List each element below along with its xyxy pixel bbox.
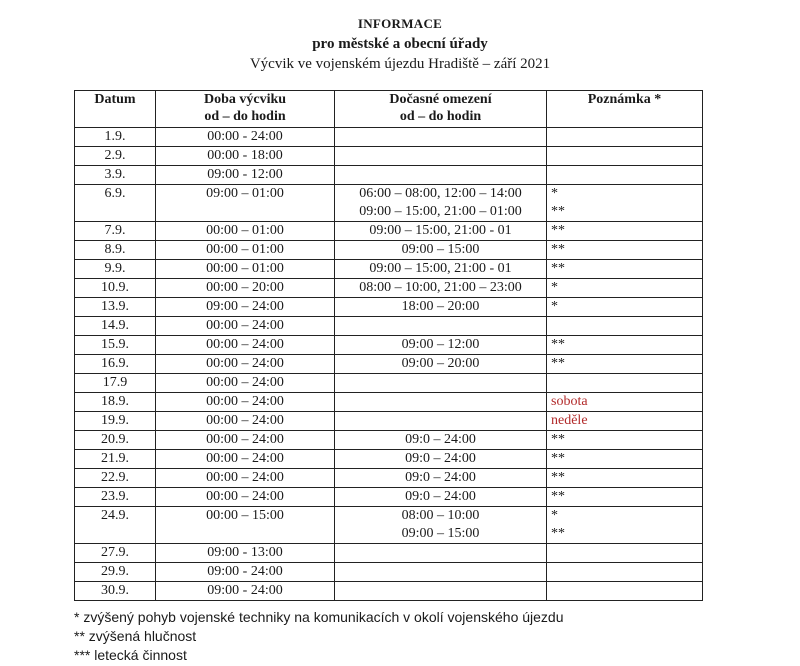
cell-doba-vycviku: 00:00 – 24:00 bbox=[156, 355, 335, 374]
cell-doba-vycviku: 09:00 - 24:00 bbox=[156, 582, 335, 601]
cell-doba-vycviku: 00:00 – 24:00 bbox=[156, 317, 335, 336]
column-header-omezeni-line2: od – do hodin bbox=[399, 109, 482, 124]
table-row bbox=[75, 450, 703, 469]
cell-poznamka bbox=[547, 412, 703, 431]
poznamka-line: neděle bbox=[551, 413, 588, 428]
cell-poznamka bbox=[547, 166, 703, 185]
cell-datum: 16.9. bbox=[75, 355, 156, 374]
poznamka-line: ** bbox=[551, 432, 565, 447]
cell-doba-vycviku: 09:00 - 24:00 bbox=[156, 563, 335, 582]
column-header-omezeni-line1: Dočasné omezení bbox=[389, 92, 492, 107]
omezeni-line: 09:00 – 15:00 bbox=[401, 242, 480, 257]
column-header-omezeni bbox=[335, 91, 547, 128]
cell-poznamka bbox=[547, 450, 703, 469]
footnote-3: *** letecká činnost bbox=[74, 647, 187, 663]
cell-poznamka bbox=[547, 355, 703, 374]
poznamka-line: * bbox=[551, 186, 558, 201]
cell-docasne-omezeni bbox=[335, 241, 547, 260]
poznamka-line: ** bbox=[551, 204, 565, 219]
cell-doba-vycviku: 09:00 - 12:00 bbox=[156, 166, 335, 185]
table-row bbox=[75, 241, 703, 260]
table-row bbox=[75, 412, 703, 431]
cell-datum: 27.9. bbox=[75, 544, 156, 563]
cell-doba-vycviku: 00:00 – 24:00 bbox=[156, 374, 335, 393]
cell-datum: 3.9. bbox=[75, 166, 156, 185]
cell-doba-vycviku: 00:00 – 24:00 bbox=[156, 488, 335, 507]
cell-poznamka bbox=[547, 222, 703, 241]
poznamka-line: ** bbox=[551, 261, 565, 276]
cell-docasne-omezeni bbox=[335, 336, 547, 355]
cell-docasne-omezeni bbox=[335, 147, 547, 166]
table-row bbox=[75, 147, 703, 166]
cell-poznamka bbox=[547, 544, 703, 563]
cell-docasne-omezeni bbox=[335, 355, 547, 374]
poznamka-line: ** bbox=[551, 526, 565, 541]
table-row bbox=[75, 185, 703, 222]
cell-poznamka bbox=[547, 147, 703, 166]
cell-docasne-omezeni bbox=[335, 563, 547, 582]
table-row bbox=[75, 355, 703, 374]
doc-description: Výcvik ve vojenském újezdu Hradiště – září 2021 bbox=[249, 56, 551, 72]
cell-doba-vycviku: 09:00 - 13:00 bbox=[156, 544, 335, 563]
cell-doba-vycviku: 00:00 - 24:00 bbox=[156, 128, 335, 147]
poznamka-line: * bbox=[551, 280, 558, 295]
cell-datum: 10.9. bbox=[75, 279, 156, 298]
omezeni-line: 09:00 – 12:00 bbox=[401, 337, 480, 352]
omezeni-line: 09:0 – 24:00 bbox=[405, 451, 476, 466]
cell-doba-vycviku: 00:00 - 18:00 bbox=[156, 147, 335, 166]
cell-datum: 30.9. bbox=[75, 582, 156, 601]
doc-title: INFORMACE bbox=[357, 16, 443, 31]
cell-doba-vycviku: 00:00 – 24:00 bbox=[156, 412, 335, 431]
table-body bbox=[75, 128, 703, 601]
cell-docasne-omezeni bbox=[335, 298, 547, 317]
cell-docasne-omezeni bbox=[335, 582, 547, 601]
cell-poznamka bbox=[547, 582, 703, 601]
cell-datum: 24.9. bbox=[75, 507, 156, 544]
omezeni-line: 08:00 – 10:00 bbox=[401, 508, 480, 523]
cell-datum: 20.9. bbox=[75, 431, 156, 450]
omezeni-line: 18:00 – 20:00 bbox=[401, 299, 480, 314]
poznamka-line: * bbox=[551, 299, 558, 314]
cell-doba-vycviku: 00:00 – 24:00 bbox=[156, 431, 335, 450]
cell-docasne-omezeni bbox=[335, 222, 547, 241]
cell-poznamka bbox=[547, 393, 703, 412]
cell-doba-vycviku: 00:00 – 01:00 bbox=[156, 222, 335, 241]
cell-doba-vycviku: 00:00 – 24:00 bbox=[156, 336, 335, 355]
cell-doba-vycviku: 00:00 – 20:00 bbox=[156, 279, 335, 298]
column-header-poznamka: Poznámka * bbox=[547, 91, 703, 128]
cell-doba-vycviku: 09:00 – 24:00 bbox=[156, 298, 335, 317]
table-row bbox=[75, 488, 703, 507]
cell-poznamka bbox=[547, 488, 703, 507]
poznamka-line: ** bbox=[551, 337, 565, 352]
table-row bbox=[75, 469, 703, 488]
poznamka-line: ** bbox=[551, 451, 565, 466]
poznamka-line: ** bbox=[551, 223, 565, 238]
table-row bbox=[75, 582, 703, 601]
table-row bbox=[75, 222, 703, 241]
footnote-2: ** zvýšená hlučnost bbox=[74, 628, 197, 644]
cell-doba-vycviku: 00:00 – 24:00 bbox=[156, 393, 335, 412]
column-header-datum: Datum bbox=[75, 91, 156, 128]
table-row bbox=[75, 374, 703, 393]
table-row bbox=[75, 260, 703, 279]
table-row bbox=[75, 128, 703, 147]
poznamka-line: ** bbox=[551, 470, 565, 485]
cell-docasne-omezeni bbox=[335, 374, 547, 393]
cell-datum: 1.9. bbox=[75, 128, 156, 147]
cell-datum: 2.9. bbox=[75, 147, 156, 166]
footnote-1: * zvýšený pohyb vojenské techniky na komunikacích v okolí vojenského újezdu bbox=[74, 609, 564, 625]
table-row bbox=[75, 298, 703, 317]
table-row bbox=[75, 279, 703, 298]
table-row bbox=[75, 431, 703, 450]
cell-docasne-omezeni bbox=[335, 166, 547, 185]
cell-docasne-omezeni bbox=[335, 544, 547, 563]
cell-docasne-omezeni bbox=[335, 317, 547, 336]
cell-datum: 15.9. bbox=[75, 336, 156, 355]
table-row bbox=[75, 544, 703, 563]
table-header-row bbox=[75, 91, 703, 128]
column-header-doba-line1: Doba výcviku bbox=[203, 92, 287, 107]
cell-datum: 14.9. bbox=[75, 317, 156, 336]
cell-poznamka bbox=[547, 298, 703, 317]
cell-datum: 22.9. bbox=[75, 469, 156, 488]
poznamka-line: ** bbox=[551, 356, 565, 371]
cell-poznamka bbox=[547, 469, 703, 488]
table-row bbox=[75, 317, 703, 336]
cell-docasne-omezeni bbox=[335, 488, 547, 507]
table-row bbox=[75, 507, 703, 544]
cell-datum: 29.9. bbox=[75, 563, 156, 582]
poznamka-line: ** bbox=[551, 242, 565, 257]
poznamka-line: * bbox=[551, 508, 558, 523]
cell-poznamka bbox=[547, 563, 703, 582]
cell-docasne-omezeni bbox=[335, 450, 547, 469]
cell-datum: 8.9. bbox=[75, 241, 156, 260]
omezeni-line: 09:00 – 15:00 bbox=[401, 526, 480, 541]
cell-poznamka bbox=[547, 279, 703, 298]
omezeni-line: 09:0 – 24:00 bbox=[405, 432, 476, 447]
cell-datum: 19.9. bbox=[75, 412, 156, 431]
cell-poznamka bbox=[547, 507, 703, 544]
cell-doba-vycviku: 00:00 – 15:00 bbox=[156, 507, 335, 544]
table-row bbox=[75, 166, 703, 185]
cell-doba-vycviku: 09:00 – 01:00 bbox=[156, 185, 335, 222]
omezeni-line: 08:00 – 10:00, 21:00 – 23:00 bbox=[359, 280, 522, 295]
cell-poznamka bbox=[547, 374, 703, 393]
cell-doba-vycviku: 00:00 – 24:00 bbox=[156, 450, 335, 469]
table-row bbox=[75, 563, 703, 582]
cell-datum: 17.9 bbox=[75, 374, 156, 393]
cell-docasne-omezeni bbox=[335, 185, 547, 222]
cell-poznamka bbox=[547, 431, 703, 450]
cell-docasne-omezeni bbox=[335, 507, 547, 544]
cell-docasne-omezeni bbox=[335, 469, 547, 488]
omezeni-line: 09:00 – 15:00, 21:00 - 01 bbox=[369, 261, 512, 276]
doc-subtitle: pro městské a obecní úřady bbox=[312, 36, 488, 52]
cell-docasne-omezeni bbox=[335, 431, 547, 450]
cell-doba-vycviku: 00:00 – 24:00 bbox=[156, 469, 335, 488]
cell-datum: 9.9. bbox=[75, 260, 156, 279]
table-row bbox=[75, 336, 703, 355]
omezeni-line: 09:00 – 15:00, 21:00 – 01:00 bbox=[359, 204, 522, 219]
training-schedule-table bbox=[74, 90, 703, 601]
column-header-doba-line2: od – do hodin bbox=[204, 109, 286, 124]
cell-poznamka bbox=[547, 336, 703, 355]
cell-doba-vycviku: 00:00 – 01:00 bbox=[156, 260, 335, 279]
cell-poznamka bbox=[547, 317, 703, 336]
cell-datum: 6.9. bbox=[75, 185, 156, 222]
poznamka-line: ** bbox=[551, 489, 565, 504]
table-row bbox=[75, 393, 703, 412]
document-header bbox=[0, 14, 800, 74]
cell-datum: 18.9. bbox=[75, 393, 156, 412]
omezeni-line: 06:00 – 08:00, 12:00 – 14:00 bbox=[359, 186, 522, 201]
cell-doba-vycviku: 00:00 – 01:00 bbox=[156, 241, 335, 260]
omezeni-line: 09:0 – 24:00 bbox=[405, 470, 476, 485]
column-header-doba bbox=[156, 91, 335, 128]
cell-poznamka bbox=[547, 128, 703, 147]
cell-datum: 13.9. bbox=[75, 298, 156, 317]
poznamka-line: sobota bbox=[551, 394, 588, 409]
omezeni-line: 09:00 – 15:00, 21:00 - 01 bbox=[369, 223, 512, 238]
cell-poznamka bbox=[547, 260, 703, 279]
omezeni-line: 09:0 – 24:00 bbox=[405, 489, 476, 504]
cell-datum: 23.9. bbox=[75, 488, 156, 507]
cell-datum: 7.9. bbox=[75, 222, 156, 241]
footnotes bbox=[74, 608, 564, 665]
omezeni-line: 09:00 – 20:00 bbox=[401, 356, 480, 371]
cell-docasne-omezeni bbox=[335, 279, 547, 298]
cell-poznamka bbox=[547, 185, 703, 222]
cell-docasne-omezeni bbox=[335, 393, 547, 412]
cell-datum: 21.9. bbox=[75, 450, 156, 469]
cell-docasne-omezeni bbox=[335, 128, 547, 147]
cell-docasne-omezeni bbox=[335, 412, 547, 431]
cell-docasne-omezeni bbox=[335, 260, 547, 279]
cell-poznamka bbox=[547, 241, 703, 260]
